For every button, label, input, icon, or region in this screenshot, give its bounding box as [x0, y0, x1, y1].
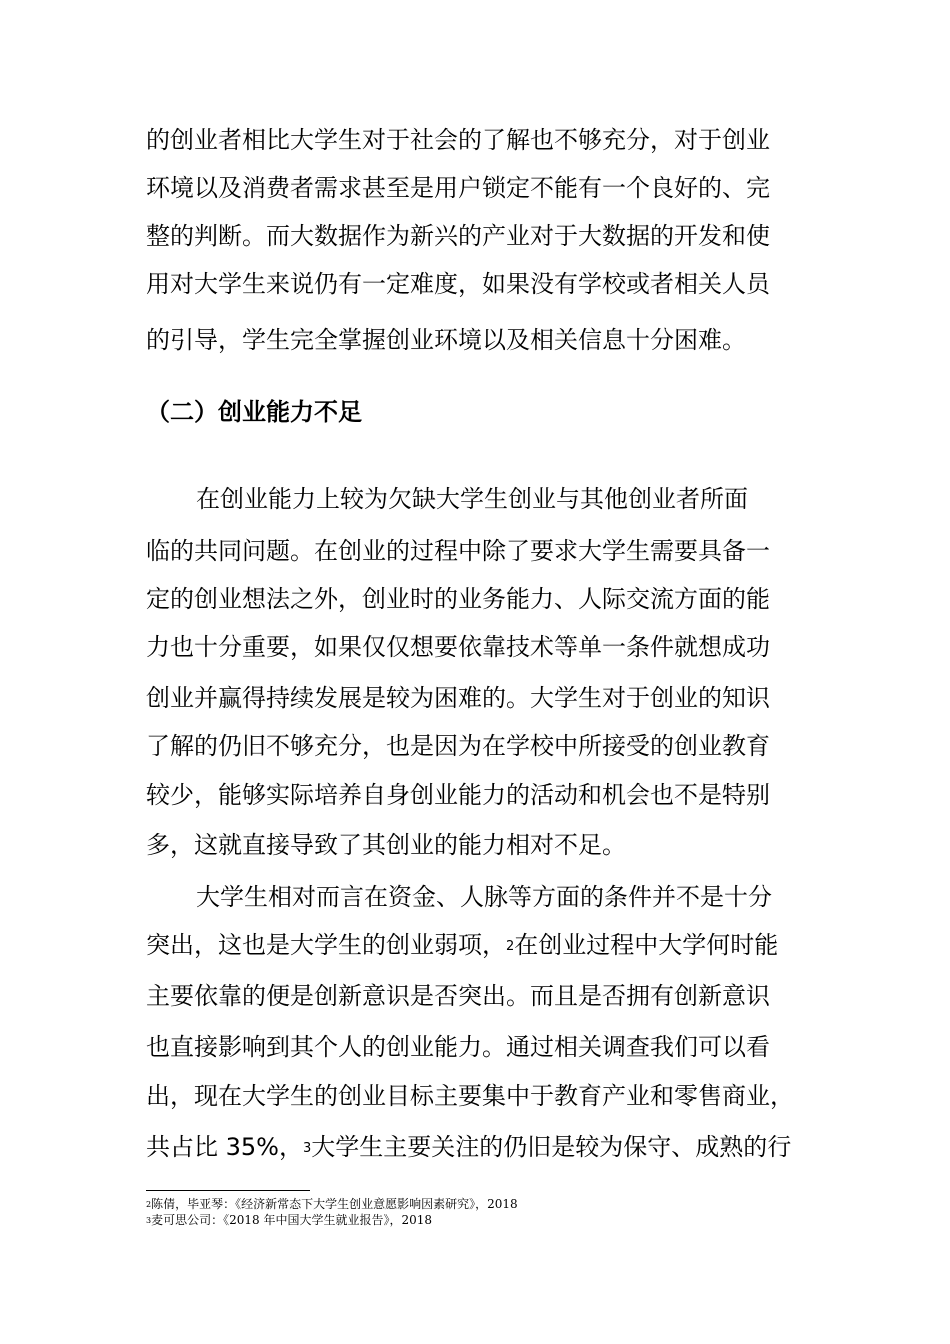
footnote-ref[interactable]: 3: [302, 1141, 312, 1156]
text-line: 环境以及消费者需求甚至是用户锁定不能有一个良好的、完: [146, 174, 770, 202]
footnote-text: 麦可思公司：《2018 年中国大学生就业报告》，2018: [151, 1213, 432, 1227]
text-line: 用对大学生来说仍有一定难度，如果没有学校或者相关人员: [146, 270, 770, 298]
footnote-text: 陈倩，毕亚琴：《经济新常态下大学生创业意愿影响因素研究》，2018: [151, 1197, 518, 1211]
text-line: 创业并赢得持续发展是较为困难的。大学生对于创业的知识: [146, 684, 770, 712]
text-line: 整的判断。而大数据作为新兴的产业对于大数据的开发和使: [146, 222, 770, 250]
text-line: 大学生相对而言在资金、人脉等方面的条件并不是十分: [196, 883, 772, 911]
footnote-mark: 3: [146, 1216, 152, 1225]
text-line: 了解的仍旧不够充分，也是因为在学校中所接受的创业教育: [146, 732, 770, 760]
text-fragment: 突出，这也是大学生的创业弱项，: [146, 931, 506, 959]
text-line: 临的共同问题。在创业的过程中除了要求大学生需要具备一: [146, 537, 770, 565]
footnote-separator: [146, 1190, 310, 1191]
text-line: [146, 930, 778, 960]
footnote-ref[interactable]: 2: [506, 939, 515, 954]
text-fragment: 大学生主要关注的仍旧是较为保守、成熟的行: [311, 1133, 792, 1161]
text-line: 在创业能力上较为欠缺大学生创业与其他创业者所面: [196, 485, 748, 513]
footnote-mark: 2: [146, 1200, 152, 1209]
text-fragment: 在创业过程中大学何时能: [514, 931, 779, 959]
text-line: [146, 1132, 791, 1162]
text-line: 的创业者相比大学生对于社会的了解也不够充分，对于创业: [146, 126, 770, 154]
text-line: 出，现在大学生的创业目标主要集中于教育产业和零售商业，: [146, 1082, 794, 1110]
text-line: 力也十分重要，如果仅仅想要依靠技术等单一条件就想成功: [146, 633, 770, 661]
footnote-2: [146, 1196, 518, 1212]
text-line: 也直接影响到其个人的创业能力。通过相关调查我们可以看: [146, 1033, 770, 1061]
text-line: 多，这就直接导致了其创业的能力相对不足。: [146, 831, 626, 859]
text-fragment: 共占比 35%，: [146, 1133, 303, 1161]
text-line: 的引导，学生完全掌握创业环境以及相关信息十分困难。: [146, 326, 746, 354]
text-line: 定的创业想法之外，创业时的业务能力、人际交流方面的能: [146, 585, 770, 613]
footnote-3: [146, 1212, 432, 1228]
section-heading: （二）创业能力不足: [146, 398, 362, 426]
text-line: 主要依靠的便是创新意识是否突出。而且是否拥有创新意识: [146, 982, 770, 1010]
text-line: 较少，能够实际培养自身创业能力的活动和机会也不是特别: [146, 781, 770, 809]
